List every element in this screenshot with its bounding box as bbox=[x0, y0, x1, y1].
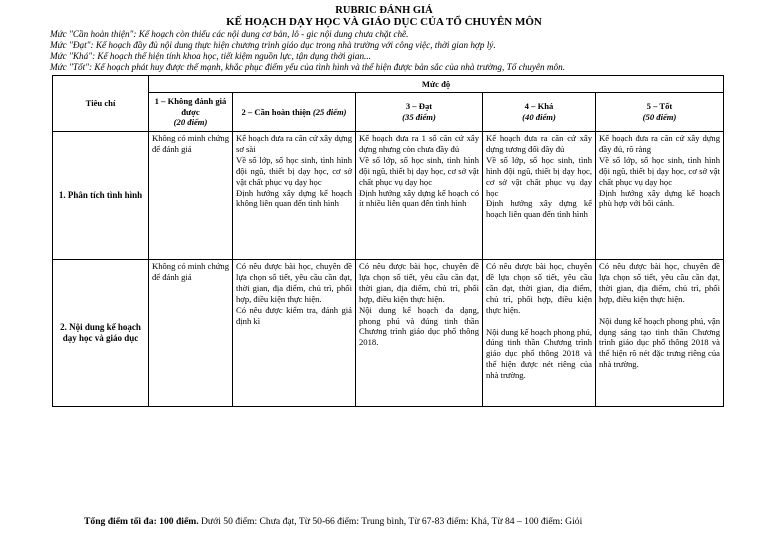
cell-text: Về số lớp, số học sinh, tình hình đội ngũ, thiết bị dạy học, cơ sở vật chất phục vụ dạy học bbox=[599, 154, 720, 187]
row2-level4-cell bbox=[483, 260, 596, 407]
cell-text: Kế hoạch đưa ra 1 số căn cứ xây dựng nhưng còn chưa đầy đủ bbox=[359, 133, 479, 154]
cell-spacer bbox=[486, 316, 592, 327]
header-level-3 bbox=[356, 93, 483, 132]
level-description-2: Mức "Đạt": Kế hoạch đầy đủ nội dung thực hiện chương trình giáo dục trong nhà trường với công việc, thời gian hợp lý. bbox=[50, 40, 496, 50]
level-description-1: Mức "Cần hoàn thiện": Kế hoạch còn thiếu các nội dung cơ bản, lô - gic nội dung chưa chặt chẽ. bbox=[50, 29, 409, 39]
cell-text: Có nêu được bài học, chuyên đề lựa chọn số tiết, yêu cầu cần đạt, thời gian, địa điểm, chủ trì, phối hợp, điều kiện thực hiện. bbox=[236, 261, 352, 304]
header-level-1-label: 1 – Không đánh giá được bbox=[154, 95, 227, 117]
header-level-4-score: (40 điểm) bbox=[522, 112, 556, 122]
row1-level5-cell bbox=[596, 132, 724, 260]
row1-level4-cell bbox=[483, 132, 596, 260]
criterion-2: 2. Nội dung kế hoạch dạy học và giáo dục bbox=[53, 260, 149, 407]
cell-text: Có nêu được bài học, chuyên đề lựa chọn số tiết, yêu cầu cần đạt, thời gian, địa điểm, chủ trì, phối hợp, điều kiện thực hiện. bbox=[599, 261, 720, 304]
score-summary-text: Dưới 50 điểm: Chưa đạt, Từ 50-66 điểm: Trung bình, Từ 67-83 điểm: Khá, Từ 84 – 100 điểm: Giỏi bbox=[198, 516, 583, 527]
cell-text: Kế hoạch đưa ra căn cứ xây dựng tương đối đầy đủ bbox=[486, 133, 592, 154]
cell-text: Có nêu được kiểm tra, đánh giá định kì bbox=[236, 304, 352, 326]
cell-text: Kế hoạch đưa ra căn cứ xây dựng đầy đủ, rõ ràng bbox=[599, 133, 720, 154]
table-row bbox=[53, 132, 724, 260]
cell-text: Có nêu được bài học, chuyên đề lựa chọn số tiết, yêu cầu cần đạt, thời gian, địa điểm, chủ trì, phối hợp, điều kiện thực hiện. bbox=[359, 261, 479, 304]
criterion-1: 1. Phân tích tình hình bbox=[53, 132, 149, 260]
cell-text: Định hướng xây dựng kế hoạch liên quan đến tình hình bbox=[486, 198, 592, 220]
cell-text: Có nêu được bài học, chuyên đề lựa chọn số tiết, yêu cầu cần đạt, thời gian, địa điểm, chủ trì, phối hợp, điều kiện thực hiện. bbox=[486, 261, 592, 315]
cell-text: Định hướng xây dựng kế hoạch phù hợp với bối cảnh. bbox=[599, 187, 720, 209]
cell-text: Nội dung kế hoạch phong phú, đúng tinh thần Chương trình giáo dục phổ thông 2018 và thể hiện được nét riêng của nhà trường. bbox=[486, 326, 592, 381]
header-level-2-label: 2 – Cần hoàn thiện bbox=[241, 106, 311, 117]
row1-level3-cell bbox=[356, 132, 483, 260]
row2-level5-cell bbox=[596, 260, 724, 407]
header-level-1 bbox=[149, 93, 233, 132]
cell-text: Về số lớp, số học sinh, tình hình đội ngũ, thiết bị dạy học, cơ sở vật chất phục vụ dạy học bbox=[236, 154, 352, 187]
header-criteria: Tiêu chí bbox=[53, 76, 149, 132]
header-level-3-label: 3 – Đạt bbox=[405, 101, 433, 112]
document-subtitle: KẾ HOẠCH DẠY HỌC VÀ GIÁO DỤC CỦA TỔ CHUYÊN MÔN bbox=[226, 16, 542, 28]
row2-level2-cell bbox=[233, 260, 356, 407]
cell-spacer bbox=[599, 305, 720, 316]
cell-text: Định hướng xây dựng kế hoạch không liên quan đến tình hình bbox=[236, 187, 352, 209]
cell-text: Không có minh chứng để đánh giá bbox=[152, 261, 229, 282]
header-level-5 bbox=[596, 93, 724, 132]
row2-level3-cell bbox=[356, 260, 483, 407]
score-summary bbox=[84, 516, 582, 527]
row1-level1-cell bbox=[149, 132, 233, 260]
cell-text: Về số lớp, số học sinh, tình hình đội ngũ, thiết bị dạy học, cơ sở vật chất phục vụ dạy học bbox=[359, 154, 479, 187]
row2-level1-cell bbox=[149, 260, 233, 407]
header-level-2 bbox=[233, 93, 356, 132]
cell-text: Định hướng xây dựng kế hoạch có ít nhiều liên quan đến tình hình bbox=[359, 187, 479, 209]
header-level: Mức độ bbox=[149, 76, 724, 93]
level-description-3: Mức "Khá": Kế hoạch thể hiện tính khoa học, tiết kiệm nguồn lực, tận dụng thời gian... bbox=[50, 51, 371, 61]
cell-text: Nội dung kế hoạch phong phú, vận dụng sáng tạo tinh thần Chương trình giáo dục phổ thông 2018 và thể hiện rõ nét đặc trưng riêng của nhà trường. bbox=[599, 315, 720, 370]
document-title: RUBRIC ĐÁNH GIÁ bbox=[335, 5, 433, 16]
table-row bbox=[53, 260, 724, 407]
header-level-4-label: 4 – Khá bbox=[524, 101, 554, 112]
cell-text: Nội dung kế hoạch đa dạng, phong phú và đúng tinh thần Chương trình giáo dục phổ thông 2018. bbox=[359, 304, 479, 348]
header-level-5-score: (50 điểm) bbox=[642, 112, 677, 122]
cell-text: Kế hoạch đưa ra căn cứ xây dựng sơ sài bbox=[236, 133, 352, 154]
level-description-4: Mức "Tốt": Kế hoạch phát huy được thế mạnh, khắc phục điểm yếu của tình hình và thể hiện được bản sắc của nhà trường, Tổ chuyên môn. bbox=[50, 62, 566, 72]
header-level-5-label: 5 – Tốt bbox=[646, 101, 673, 112]
cell-text: Về số lớp, số học sinh, tình hình đội ngũ, thiết bị dạy học, cơ sở vật chất phục vụ dạy học bbox=[486, 154, 592, 198]
header-level-4 bbox=[483, 93, 596, 132]
score-summary-bold: Tổng điểm tối đa: 100 điểm. bbox=[84, 516, 199, 527]
header-level-2-score: (25 điểm) bbox=[312, 106, 347, 117]
row1-level2-cell bbox=[233, 132, 356, 260]
header-level-1-score: (20 điểm) bbox=[173, 117, 208, 128]
cell-text: Không có minh chứng để đánh giá bbox=[152, 133, 229, 154]
header-level-3-score: (35 điểm) bbox=[402, 112, 436, 122]
rubric-table bbox=[52, 75, 724, 407]
